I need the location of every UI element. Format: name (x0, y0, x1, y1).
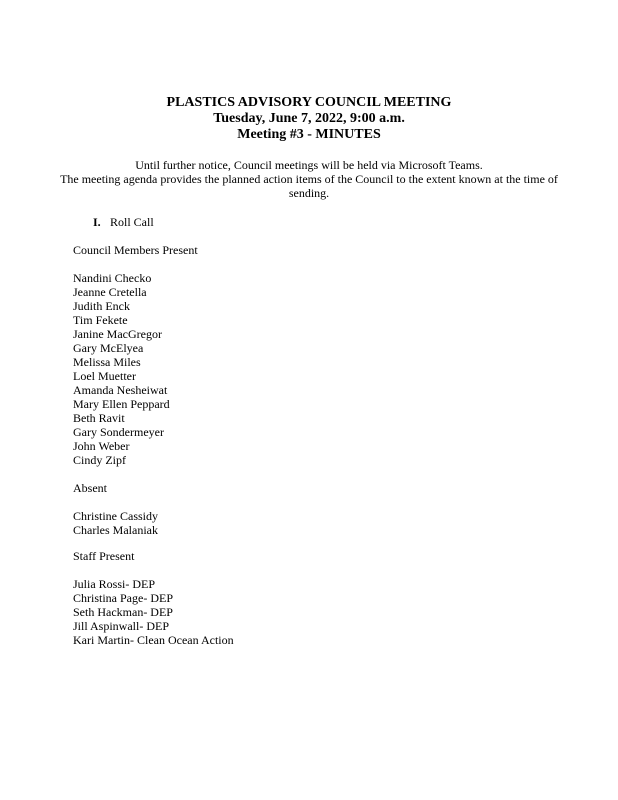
notice-line-2: The meeting agenda provides the planned action items of the Council to the extent known at the time of sending. (60, 172, 558, 200)
list-item: Janine MacGregor (73, 327, 162, 341)
absent-label: Absent (73, 481, 107, 495)
list-item: Christine Cassidy (73, 509, 159, 523)
notice-block (60, 158, 558, 200)
notice-line-1: Until further notice, Council meetings will be held via Microsoft Teams. (135, 158, 483, 172)
list-item: Christina Page- DEP (73, 591, 173, 605)
list-item: Seth Hackman- DEP (73, 605, 173, 619)
section-number: I. (93, 215, 101, 229)
absent-members-list (73, 509, 158, 537)
list-item: John Weber (73, 439, 130, 453)
list-item: Jeanne Cretella (73, 285, 147, 299)
list-item: Gary McElyea (73, 341, 144, 355)
present-label: Council Members Present (73, 243, 198, 257)
list-item: Beth Ravit (73, 411, 125, 425)
list-item: Julia Rossi- DEP (73, 577, 156, 591)
list-item: Charles Malaniak (73, 523, 158, 537)
meeting-date: Tuesday, June 7, 2022, 9:00 a.m. (213, 111, 405, 126)
list-item: Gary Sondermeyer (73, 425, 164, 439)
section-title: Roll Call (110, 215, 154, 229)
section-heading-roll-call (93, 215, 154, 229)
list-item: Mary Ellen Peppard (73, 397, 170, 411)
staff-members-list (73, 577, 234, 647)
meeting-title: PLASTICS ADVISORY COUNCIL MEETING (166, 95, 452, 110)
list-item: Melissa Miles (73, 355, 141, 369)
list-item: Loel Muetter (73, 369, 136, 383)
list-item: Kari Martin- Clean Ocean Action (73, 633, 234, 647)
list-item: Amanda Nesheiwat (73, 383, 168, 397)
present-members-list (73, 271, 170, 467)
list-item: Jill Aspinwall- DEP (73, 619, 170, 633)
title-block (0, 95, 618, 143)
list-item: Judith Enck (73, 299, 130, 313)
meeting-number: Meeting #3 - MINUTES (237, 127, 381, 142)
list-item: Tim Fekete (73, 313, 128, 327)
staff-label: Staff Present (73, 549, 135, 563)
list-item: Cindy Zipf (73, 453, 126, 467)
list-item: Nandini Checko (73, 271, 152, 285)
